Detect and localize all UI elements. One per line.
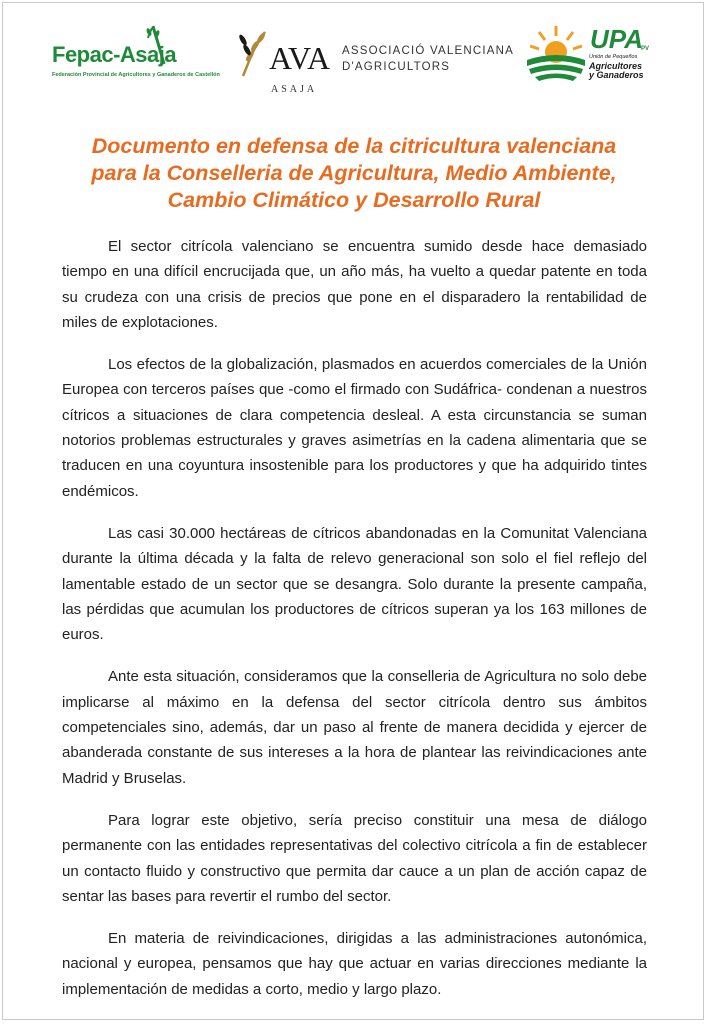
- paragraph-2: Los efectos de la globalización, plasmados en acuerdos comerciales de la Unión Europea con terceros países que -como el firmado con Sudáfrica- condenan a nuestros cítricos a situaciones de clara competencia desleal. A esta circunstancia se suman notorios problemas estructurales y graves asimetrías en la cadena alimentaria que se traducen en una coyuntura insostenible para los productores y que ha adquirido tintes endémicos.: [62, 356, 647, 500]
- paragraph-5: Para lograr este objetivo, sería preciso constituir una mesa de diálogo permanente con las entidades representativas del colectivo citrícola a fin de establecer un contacto fluido y constructivo que permita dar cauce a un plan de acción capaz de sentar las bases para revertir el rumbo del sector.: [62, 811, 647, 905]
- ava-asaja-logo: [235, 26, 515, 98]
- document-title: [40, 133, 668, 214]
- title-line-3: Cambio Climático y Desarrollo Rural: [167, 188, 541, 212]
- upa-subtitle2-line2: y Ganaderos: [589, 70, 644, 80]
- upa-logo-subtitle2: [589, 62, 644, 80]
- fepac-logo-subtitle: Federación Provincial de Agricultores y Ganaderos de Castellón: [52, 72, 220, 78]
- wheat-icon: [138, 24, 168, 68]
- upa-logo-region: PV: [641, 46, 650, 52]
- paragraph-4: Ante esta situación, consideramos que la conselleria de Agricultura no solo debe implicarse al máximo en la defensa del sector citrícola dentro sus ámbitos competenciales sino, además, dar un paso al frente de manera decidida y ejercer de abanderada constante de sus intereses a la hora de plantear las reivindicaciones ante Madrid y Bruselas.: [62, 668, 647, 787]
- ava-name-line1: ASSOCIACIÓ VALENCIANA: [342, 45, 514, 57]
- upa-logo: [525, 22, 655, 92]
- paragraph-6: En materia de reivindicaciones, dirigidas a las administraciones autonómica, nacional y europea, pensamos que hay que actuar en varias direcciones mediante la implementación de medidas a corto, medio y largo plazo.: [62, 930, 647, 998]
- title-line-2: para la Conselleria de Agricultura, Medio Ambiente,: [91, 161, 617, 185]
- sun-field-icon: [525, 22, 587, 84]
- ava-logo-asaja: ASAJA: [271, 84, 318, 95]
- upa-logo-subtitle: Unión de Pequeños: [589, 54, 638, 60]
- ava-name-line2: D'AGRICULTORS: [342, 61, 451, 73]
- document-body: [62, 234, 647, 1019]
- ava-logo-letters: AVA: [269, 40, 331, 76]
- fepac-logo-text: Fepac-Asaja: [52, 42, 177, 67]
- upa-logo-letters: UPA: [590, 24, 643, 54]
- paragraph-1: El sector citrícola valenciano se encuentra sumido desde hace demasiado tiempo en una difícil encrucijada que, un año más, ha vuelto a quedar patente en toda su crudeza con una crisis de precios que pone en el disparadero la rentabilidad de miles de explotaciones.: [62, 238, 647, 331]
- paragraph-3: Las casi 30.000 hectáreas de cítricos abandonadas en la Comunitat Valenciana durante la última década y la falta de relevo generacional son solo el fiel reflejo del lamentable estado de un sector que se desangra. Solo durante la presente campaña, las pérdidas que acumulan los productores de cítricos superan ya los 163 millones de euros.: [62, 524, 647, 644]
- fepac-asaja-logo: [52, 24, 227, 86]
- logo-header: [0, 22, 708, 102]
- ava-logo-name: [342, 43, 514, 75]
- title-line-1: Documento en defensa de la citricultura valenciana: [91, 134, 617, 158]
- upa-subtitle2-line1: Agricultores: [589, 61, 643, 71]
